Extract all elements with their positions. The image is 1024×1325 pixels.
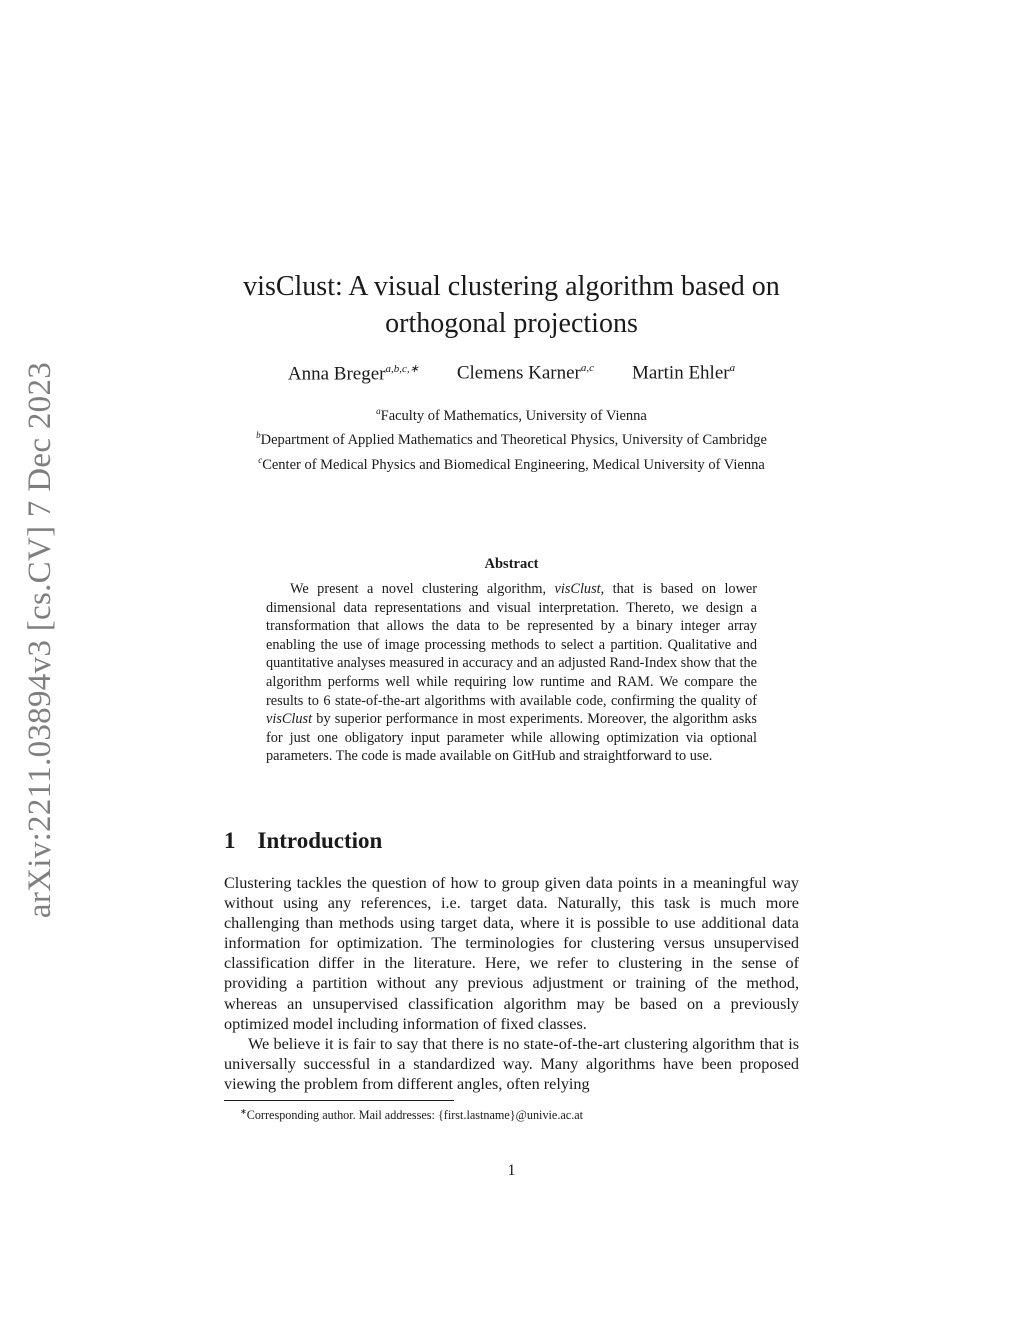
paper-title: visClust: A visual clustering algorithm based on orthogonal projections: [243, 271, 780, 339]
paragraph: We believe it is fair to say that there is no state-of-the-art clustering algorithm that is universally successful in a standardized way. Many algorithms have been proposed viewing the problem from different angles, often relying: [224, 1034, 799, 1093]
page-number: 1: [507, 1162, 516, 1179]
affiliation-list: [224, 402, 799, 475]
author: Anna Breger$^{a,b,c,∗}$: [287, 363, 419, 385]
section-number: 1: [224, 828, 236, 853]
paragraph: Clustering tackles the question of how to group given data points in a meaningful way without using any references, i.e. target data. Naturally, this task is much more challenging than methods using target data, where it is possible to use additional data information for optimization. The terminologies for clustering versus unsupervised classification differ in the literature. Here, we refer to clustering in the sense of providing a partition without any previous adjustment or training of the method, whereas an unsupervised classification algorithm may be based on a previously optimized model including information of fixed classes.: [224, 874, 799, 1033]
affiliation: $^b$Department of Applied Mathematics and Theoretical Physics, University of Cambridge: [256, 430, 767, 449]
author: Martin Ehler$^a$: [631, 362, 736, 384]
author-list: [224, 362, 799, 385]
section-title: Introduction: [257, 828, 383, 853]
author: Clemens Karner$^{a,c}$: [456, 362, 594, 384]
abstract-heading: Abstract: [484, 556, 539, 572]
footnote: ∗Corresponding author. Mail addresses: {first.lastname}@univie.ac.at: [240, 1107, 584, 1123]
affiliation: $^c$Center of Medical Physics and Biomedical Engineering, Medical University of Vienna: [258, 454, 765, 473]
author-affiliation-marker: a,c: [580, 362, 594, 374]
abstract-text: We present a novel clustering algorithm, visClust, that is based on lower dimensional data representations and visual interpretation. Thereto, we design a transformation that allows the data to be represented by a binary integer array enabling the use of image processing methods to select a partition. Qualitative and quantitative analyses measured in accuracy and an adjusted Rand-Index show that the algorithm performs well while requiring low runtime and RAM. We compare the results to 6 state-of-the-art algorithms with available code, confirming the quality of visClust by superior performance in most experiments. Moreover, the algorithm asks for just one obligatory input parameter while allowing optimization via optional parameters. The code is made available on GitHub and straightforward to use.: [266, 581, 757, 765]
author-affiliation-marker: a,b,c,∗: [385, 363, 419, 375]
section-heading-introduction: [224, 828, 382, 854]
author-affiliation-marker: a: [729, 362, 736, 374]
arxiv-identifier-stamp: arXiv:2211.03894v3 [cs.CV] 7 Dec 2023: [22, 361, 58, 919]
footnote-rule: [224, 1100, 454, 1101]
affiliation: $^a$Faculty of Mathematics, University of Vienna: [376, 406, 647, 424]
introduction-body: [224, 873, 799, 1094]
